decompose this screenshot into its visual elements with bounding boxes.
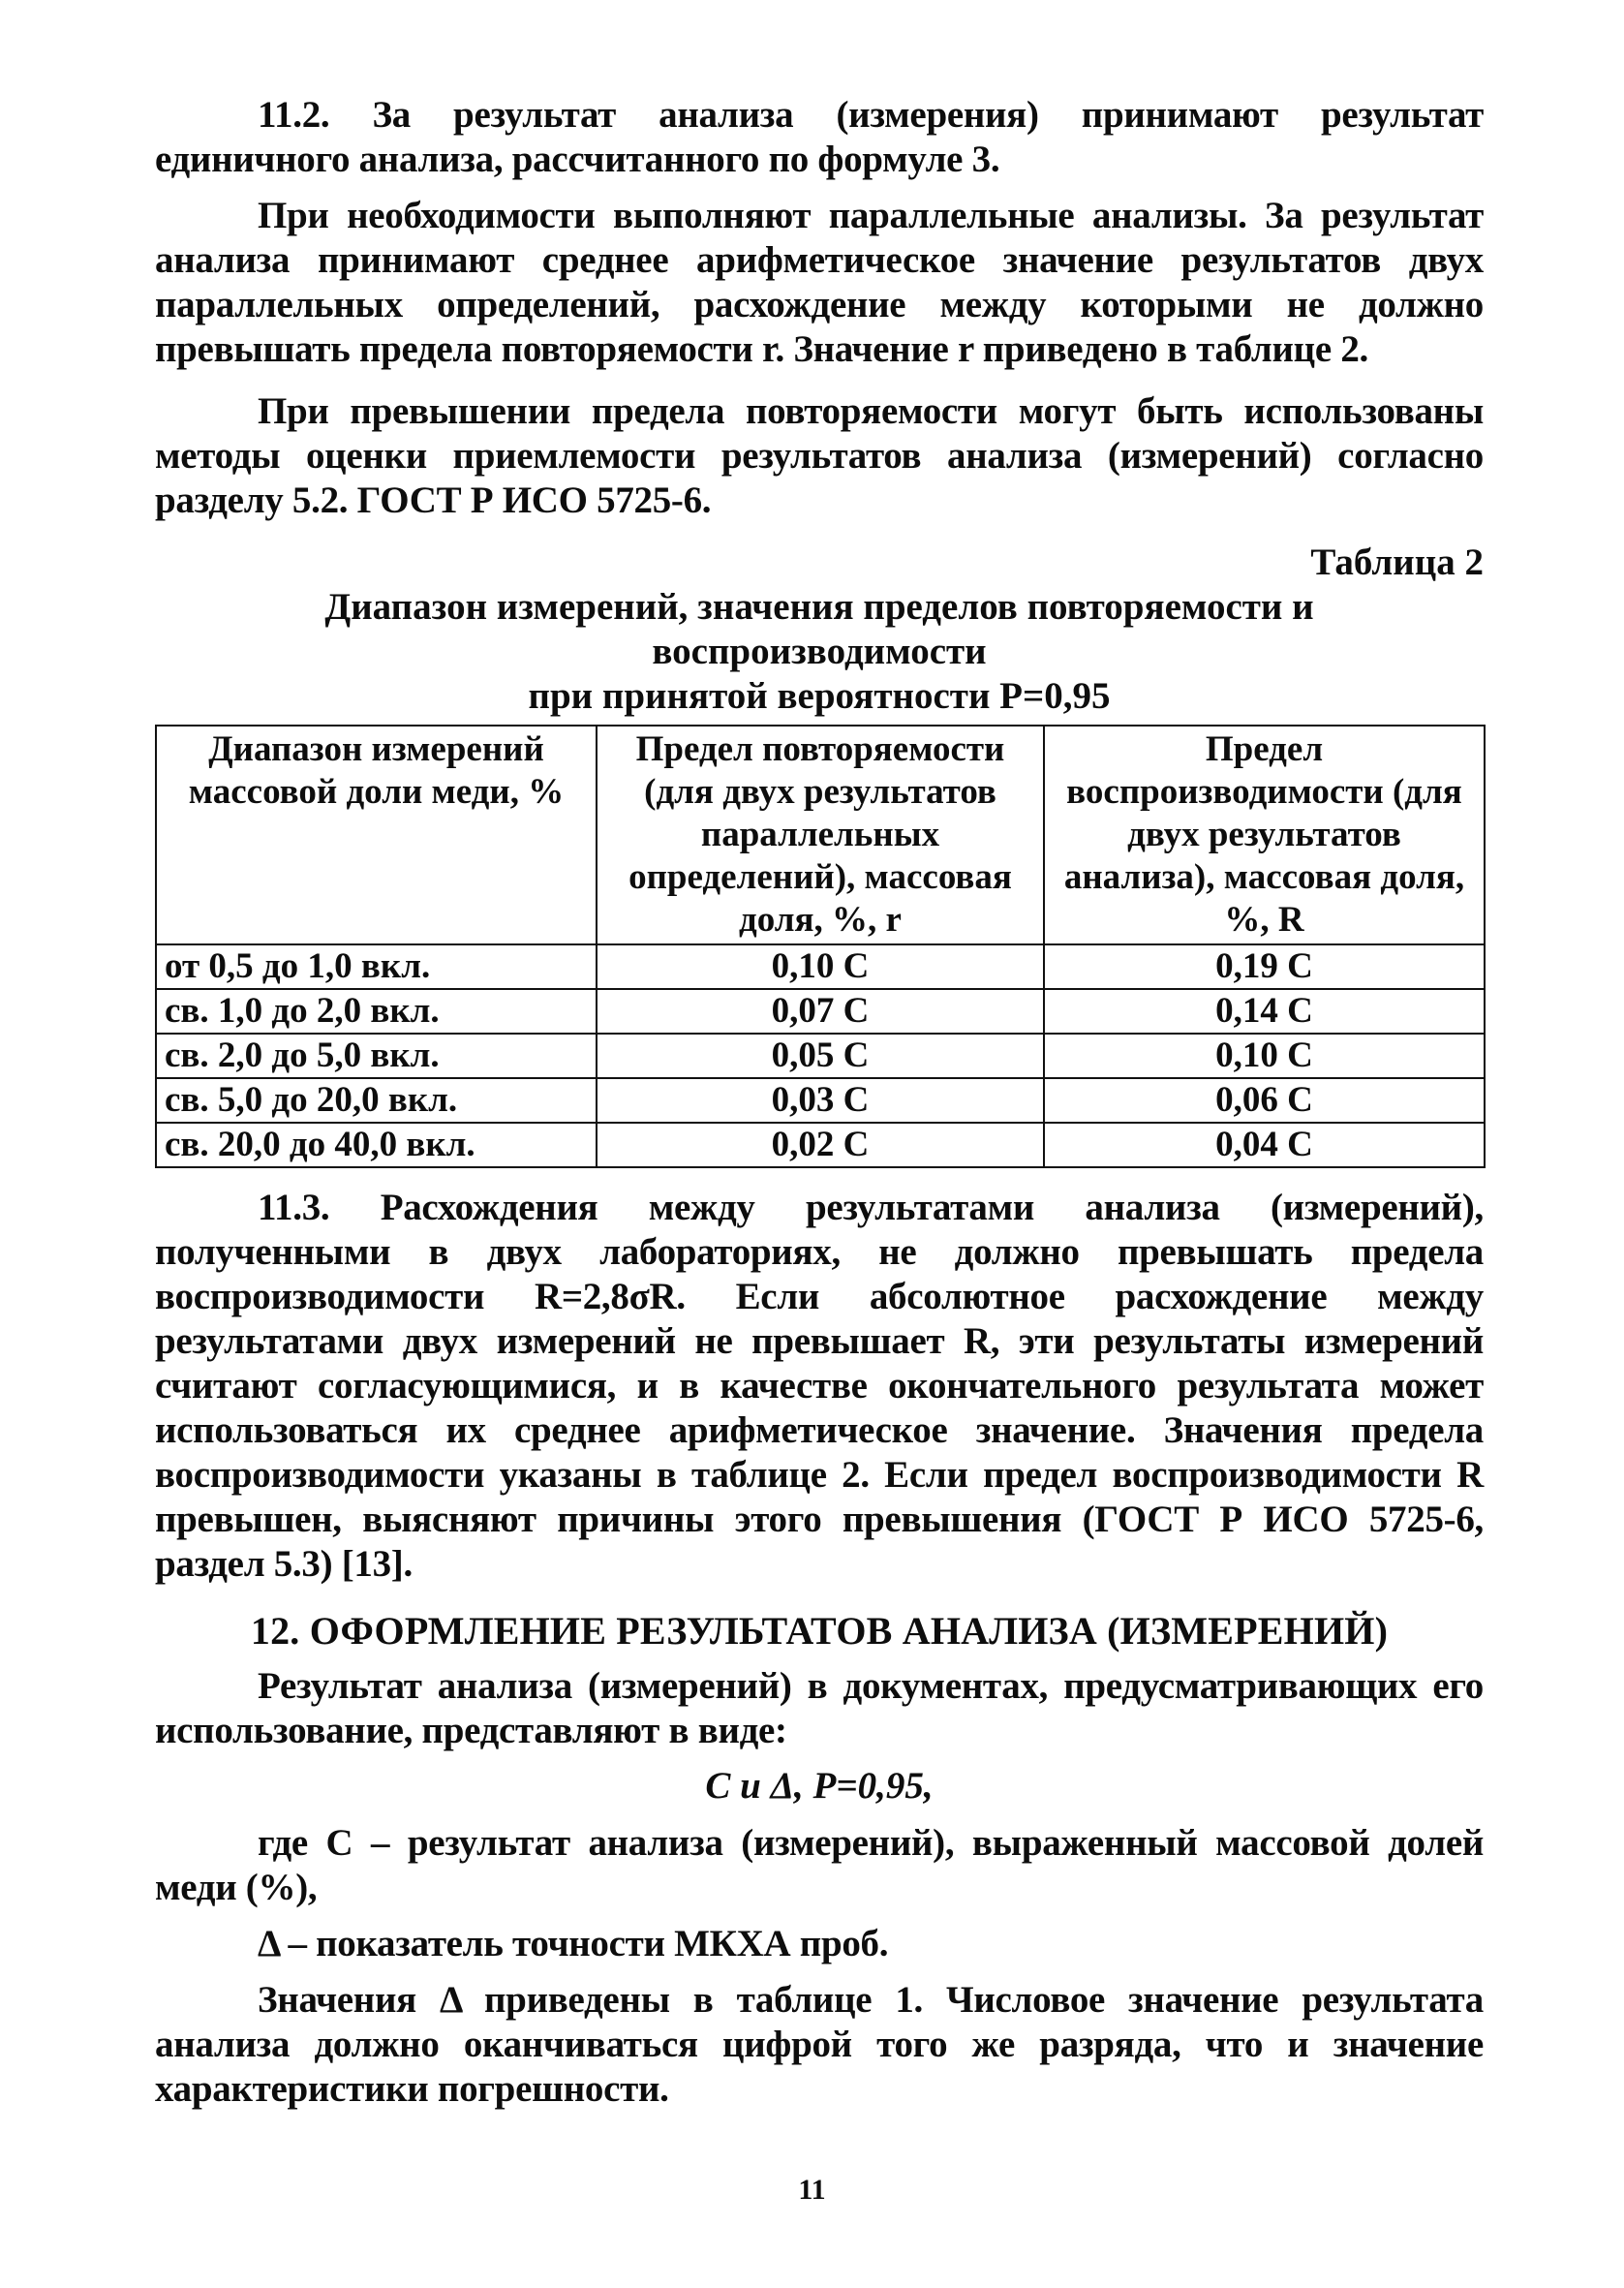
table-header-row (156, 726, 1485, 944)
cell-reproducibility: 0,10 C (1044, 1034, 1485, 1078)
header-reproducibility: Предел воспроизводимости (для двух результатов анализа), массовая доля, %, R (1044, 726, 1485, 944)
paragraph-delta-values: Значения Δ приведены в таблице 1. Числовое значение результата анализа должно оканчиваться цифрой того же разряда, что и значение характеристики погрешности. (155, 1979, 1484, 2110)
cell-reproducibility: 0,06 C (1044, 1078, 1485, 1123)
cell-reproducibility: 0,19 C (1044, 944, 1485, 989)
table-row (156, 1078, 1485, 1123)
limits-table (155, 725, 1486, 1168)
cell-range: св. 2,0 до 5,0 вкл. (156, 1034, 597, 1078)
cell-repeatability: 0,10 C (597, 944, 1044, 989)
cell-range: св. 1,0 до 2,0 вкл. (156, 989, 597, 1034)
page-number: 11 (798, 2174, 826, 2206)
section-12-heading: 12. ОФОРМЛЕНИЕ РЕЗУЛЬТАТОВ АНАЛИЗА (ИЗМЕРЕНИЙ) (250, 1609, 1389, 1653)
document-page (155, 93, 1484, 2112)
cell-range: св. 5,0 до 20,0 вкл. (156, 1078, 597, 1123)
cell-repeatability: 0,07 C (597, 989, 1044, 1034)
cell-range: св. 20,0 до 40,0 вкл. (156, 1123, 597, 1167)
cell-reproducibility: 0,14 C (1044, 989, 1485, 1034)
paragraph-11-2: 11.2. За результат анализа (измерения) принимают результат единичного анализа, рассчитанного по формуле 3. (155, 94, 1484, 180)
paragraph-result-form: Результат анализа (измерений) в документах, предусматривающих его использование, представляют в виде: (155, 1665, 1484, 1751)
paragraph-where-c: где C – результат анализа (измерений), выраженный массовой долей меди (%), (155, 1822, 1484, 1908)
result-formula: C и Δ, P=0,95, (705, 1765, 934, 1807)
paragraph-11-3: 11.3. Расхождения между результатами анализа (измерений), полученными в двух лабораториях, не должно превышать предела воспроизводимости R=2,8σR. Если абсолютное расхождение между результатами двух измерений не превышает R, эти результаты измерений считают согласующимися, и в качестве окончательного результата может использоваться их среднее арифметическое значение. Значения предела воспроизводимости указаны в таблице 2. Если предел воспроизводимости R превышен, выясняют причины этого превышения (ГОСТ Р ИСО 5725-6, раздел 5.3) [13]. (155, 1187, 1484, 1585)
table-row (156, 1034, 1485, 1078)
cell-repeatability: 0,02 C (597, 1123, 1044, 1167)
table-row (156, 989, 1485, 1034)
header-range: Диапазон измерений массовой доли меди, % (156, 726, 597, 944)
table-title-line2: при принятой вероятности P=0,95 (528, 675, 1111, 717)
cell-repeatability: 0,05 C (597, 1034, 1044, 1078)
cell-repeatability: 0,03 C (597, 1078, 1044, 1123)
cell-range: от 0,5 до 1,0 вкл. (156, 944, 597, 989)
paragraph-delta: Δ – показатель точности МКХА проб. (258, 1923, 889, 1964)
paragraph-parallel-analyses: При необходимости выполняют параллельные анализы. За результат анализа принимают среднее арифметическое значение результатов двух параллельных определений, расхождение между которыми не должно превышать предела повторяемости r. Значение r приведено в таблице 2. (155, 195, 1484, 370)
table-label: Таблица 2 (1310, 541, 1484, 583)
paragraph-repeatability-exceeded: При превышении предела повторяемости могут быть использованы методы оценки приемлемости результатов анализа (измерений) согласно разделу 5.2. ГОСТ Р ИСО 5725-6. (155, 390, 1484, 521)
header-repeatability: Предел повторяемости (для двух результатов параллельных определений), массовая доля, %, r (597, 726, 1044, 944)
table-title-line1: Диапазон измерений, значения пределов повторяемости и воспроизводимости (324, 586, 1314, 672)
table-row (156, 944, 1485, 989)
cell-reproducibility: 0,04 C (1044, 1123, 1485, 1167)
table-row (156, 1123, 1485, 1167)
